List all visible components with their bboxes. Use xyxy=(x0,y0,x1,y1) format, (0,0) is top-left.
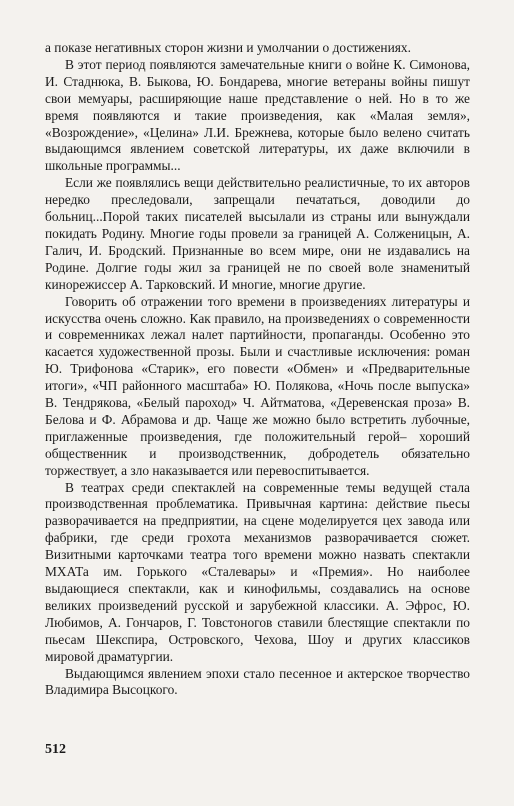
paragraph-continued: а показе негативных сторон жизни и умолчании о достижениях. xyxy=(45,40,411,55)
paragraph-persecuted-authors: Если же появлялись вещи действительно реалистичные, то их авторов нередко преследовали, запрещали печататься, доводили до больниц...Порой таких писателей высылали из страны или вынуждали покидать Родину. Многие годы провели за границей А. Солженицын, А. Галич, И. Бродский. Признанные во всем мире, они не издавались на Родине. Долгие годы жил за границей не по своей воле знаменитый кинорежиссер А. Тарковский. И многие, многие другие. xyxy=(45,175,470,292)
paragraph-literature-art: Говорить об отражении того времени в произведениях литературы и искусства очень сложно. Как правило, на произведениях о современности и современниках лежал налет партийности, пропаганды. Особенно это касается художественной прозы. Были и счастливые исключения: роман Ю. Трифонова «Старик», его повести «Обмен» и «Предварительные итоги», «ЧП районного масштаба» Ю. Полякова, «Ночь после выпуска» В. Тендрякова, «Белый пароход» Ч. Айтматова, «Деревенская проза» В. Белова и Ф. Абрамова и др. Чаще же можно было встретить лубочные, приглаженные произведения, где положительный герой– хороший общественник и производственник, добродетель обязательно торжествует, а зло наказывается или перевоспитывается. xyxy=(45,293,470,478)
paragraph-theatre: В театрах среди спектаклей на современные темы ведущей стала производственная проблематика. Привычная картина: действие пьесы разворачивается на предприятии, на сцене моделируется цех завода или фабрики, где среди грохота механизмов разворачивается сюжет. Визитными карточками театра того времени можно назвать спектакли МХАТа им. Горького «Сталевары» и «Премия». Но наиболее выдающиеся спектакли, как и кинофильмы, создавались на основе великих произведений русской и зарубежной классики. А. Эфрос, Ю. Любимов, А. Гончаров, Г. Товстоногов ставили блестящие спектакли по пьесам Шекспира, Островского, Чехова, Шоу и других классиков мировой драматургии. xyxy=(45,479,470,664)
paragraph-vysotsky: Выдающимся явлением эпохи стало песенное и актерское творчество Владимира Высоцкого. xyxy=(45,665,470,698)
paragraph-war-books: В этот период появляются замечательные книги о войне К. Симонова, И. Стаднюка, В. Быкова, Ю. Бондарева, многие ветераны войны пишут свои мемуары, расширяющие наше представление о ней. Но в то же время появляются и такие произведения, как «Малая земля», «Возрождение», «Целина» Л.И. Брежнева, которые было велено считать выдающимся явлением советской литературы, их даже включили в школьные программы... xyxy=(45,56,470,174)
body-text xyxy=(45,40,470,699)
page-number: 512 xyxy=(45,742,66,757)
